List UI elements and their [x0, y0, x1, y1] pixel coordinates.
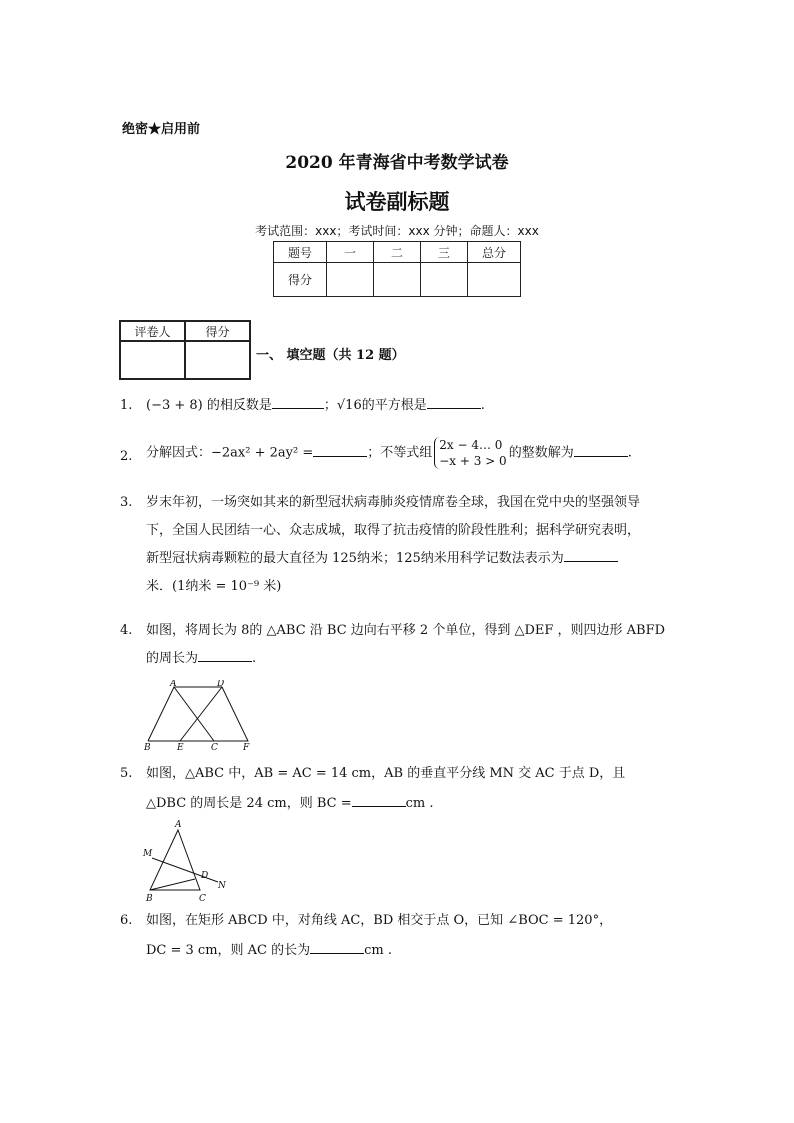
figure4-label-e: E	[177, 743, 184, 752]
q3-line-1: 岁末年初，一场突如其来的新型冠状病毒肺炎疫情席卷全球，我国在党中央的坚强领导	[146, 495, 641, 510]
score-table-col-total: 总分	[468, 242, 521, 263]
question-number: 3.	[120, 495, 133, 510]
exam-subtitle: 试卷副标题	[344, 189, 450, 214]
grader-cell[interactable]	[120, 341, 185, 379]
q3-line-2: 下，全国人民团结一心、众志成城，取得了抗击疫情的阶段性胜利；据科学研究表明，	[146, 523, 641, 538]
q2-text: 分解因式：−2ax² + 2ay² =	[146, 445, 314, 461]
answer-blank[interactable]	[310, 941, 364, 954]
score-table-header-label: 题号	[274, 242, 327, 263]
figure-5-triangle	[140, 818, 230, 906]
figure4-label-f: F	[243, 743, 250, 752]
q1-sep: ；	[323, 398, 337, 413]
question-number: 6.	[120, 913, 133, 928]
score-table-col-2: 二	[374, 242, 421, 263]
q5-end: cm .	[405, 796, 434, 811]
figure4-label-b: B	[144, 743, 151, 752]
q4-line-2: 的周长为	[146, 651, 199, 666]
figure5-label-d: D	[201, 871, 209, 881]
q1-sqrt: √16	[336, 398, 362, 413]
q6-end: cm .	[364, 943, 393, 958]
q4-line-1: 如图，将周长为 8的 △ABC 沿 BC 边向右平移 2 个单位，得到 △DEF ，则四边形 ABFD	[146, 623, 666, 638]
inequality-system	[434, 437, 506, 469]
q2-text-2: ；不等式组	[367, 445, 433, 461]
score-cell[interactable]	[421, 263, 468, 297]
answer-blank[interactable]	[352, 794, 406, 807]
score-table	[273, 241, 521, 297]
question-number: 1.	[120, 398, 133, 413]
q6-line-2: DC = 3 cm，则 AC 的长为	[146, 943, 311, 958]
figure5-label-a: A	[175, 820, 182, 830]
exam-title: 2020 年青海省中考数学试卷	[285, 153, 509, 173]
score-table-col-1: 一	[327, 242, 374, 263]
answer-blank[interactable]	[198, 649, 252, 662]
figure5-label-b: B	[146, 894, 153, 904]
inequality-2: −x + 3 > 0	[439, 454, 507, 468]
exam-info: 考试范围：xxx；考试时间：xxx 分钟；命题人：xxx	[255, 224, 539, 238]
q3-line-4: 米．(1纳米 = 10⁻⁹ 米)	[146, 579, 282, 594]
figure4-label-c: C	[211, 743, 218, 752]
inequality-1: 2x − 4… 0	[439, 438, 503, 452]
q2-text-3: 的整数解为	[508, 445, 574, 461]
q1-text-2: 的平方根是	[361, 398, 427, 413]
answer-blank[interactable]	[564, 549, 618, 562]
section-title: 一、 填空题（共 12 题）	[256, 348, 405, 363]
grader-score-label: 得分	[185, 321, 250, 341]
figure4-side-ac	[174, 687, 214, 741]
q5-line-1: 如图，△ABC 中，AB = AC = 14 cm，AB 的垂直平分线 MN 交 AC 于点 D，且	[146, 766, 626, 781]
q4-end: .	[252, 651, 257, 666]
q3-line-3: 新型冠状病毒颗粒的最大直径为 125纳米；125纳米用科学记数法表示为	[146, 551, 564, 566]
confidential-mark: 绝密★启用前	[122, 122, 201, 137]
grader-table	[119, 320, 251, 380]
question-number: 5.	[120, 766, 133, 781]
answer-blank[interactable]	[313, 444, 367, 457]
grader-label: 评卷人	[120, 321, 185, 341]
answer-blank[interactable]	[574, 444, 628, 457]
figure5-label-c: C	[199, 894, 206, 904]
q1-end: .	[480, 398, 485, 413]
figure4-label-a: A	[170, 680, 177, 689]
grader-cell[interactable]	[185, 341, 250, 379]
score-cell[interactable]	[468, 263, 521, 297]
q6-line-1: 如图，在矩形 ABCD 中，对角线 AC，BD 相交于点 O，已知 ∠BOC = 120°，	[146, 913, 613, 928]
q1-text: (−3 + 8) 的相反数是	[146, 398, 272, 413]
q2-end: .	[627, 445, 632, 461]
figure-4-translation	[140, 680, 255, 752]
q5-line-2: △DBC 的周长是 24 cm，则 BC =	[146, 796, 352, 811]
figure5-label-n: N	[218, 881, 226, 891]
score-cell[interactable]	[374, 263, 421, 297]
figure5-label-m: M	[143, 849, 153, 859]
answer-blank[interactable]	[272, 396, 324, 409]
figure4-side-de	[180, 687, 222, 741]
figure5-segment-bd	[150, 879, 195, 890]
score-table-col-3: 三	[421, 242, 468, 263]
question-number: 4.	[120, 623, 133, 638]
figure4-label-d: D	[217, 680, 225, 689]
question-number: 2.	[120, 449, 133, 464]
score-table-row-label: 得分	[274, 263, 327, 297]
answer-blank[interactable]	[427, 396, 481, 409]
score-cell[interactable]	[327, 263, 374, 297]
figure4-outline	[148, 687, 248, 741]
